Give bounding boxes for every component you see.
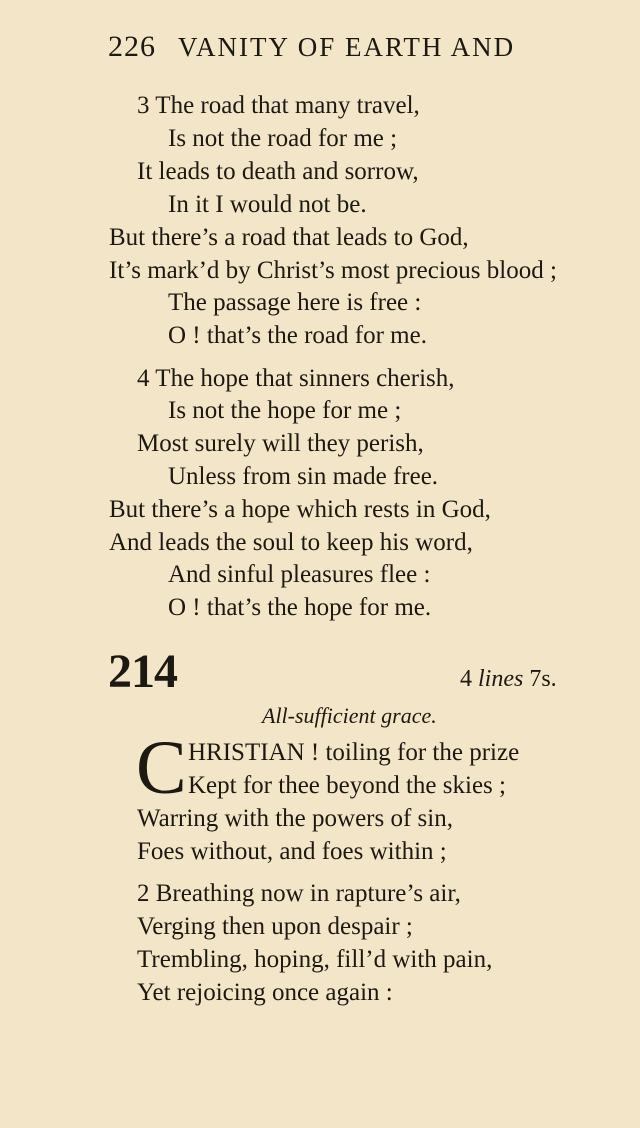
verse-line: O ! that’s the road for me.	[168, 322, 427, 349]
meter-word: lines	[478, 666, 524, 692]
verse-line: Yet rejoicing once again :	[137, 979, 393, 1006]
hymn-number: 214	[108, 645, 177, 698]
verse-line: And leads the soul to keep his word,	[109, 529, 473, 556]
running-header	[108, 30, 515, 64]
verse-line: Is not the hope for me ;	[168, 397, 402, 424]
verse-line: It leads to death and sorrow,	[137, 158, 419, 185]
verse-line: Foes without, and foes within ;	[137, 838, 447, 865]
page-number: 226	[108, 30, 156, 63]
verse-line: It’s mark’d by Christ’s most precious blood ;	[109, 257, 557, 284]
verse-line: The passage here is free :	[168, 289, 422, 316]
verse-line: Verging then upon despair ;	[137, 913, 413, 940]
hymn-meter	[460, 666, 557, 693]
drop-cap: C	[136, 726, 187, 810]
verse-line: Is not the road for me ;	[168, 125, 398, 152]
verse-line: Most surely will they perish,	[137, 430, 424, 457]
verse-line: And sinful pleasures flee :	[168, 561, 431, 588]
verse-line: 4 The hope that sinners cherish,	[137, 365, 455, 392]
hymn-subtitle: All-sufficient grace.	[262, 703, 437, 728]
running-title: VANITY OF EARTH AND	[178, 32, 516, 62]
verse-line: Kept for thee beyond the skies ;	[188, 772, 506, 799]
verse-line: Trembling, hoping, fill’d with pain,	[137, 946, 493, 973]
verse-line: Warring with the powers of sin,	[137, 805, 453, 832]
verse-line: O ! that’s the hope for me.	[168, 594, 432, 621]
verse-line: But there’s a road that leads to God,	[109, 224, 469, 251]
verse-line: 3 The road that many travel,	[137, 92, 420, 119]
meter-type: 7s.	[529, 666, 557, 692]
meter-count: 4	[460, 666, 472, 692]
verse-line: HRISTIAN ! toiling for the prize	[188, 739, 520, 766]
verse-line: Unless from sin made free.	[168, 463, 439, 490]
verse-line: In it I would not be.	[168, 191, 367, 218]
verse-line: But there’s a hope which rests in God,	[109, 496, 491, 523]
verse-line: 2 Breathing now in rapture’s air,	[137, 880, 461, 907]
